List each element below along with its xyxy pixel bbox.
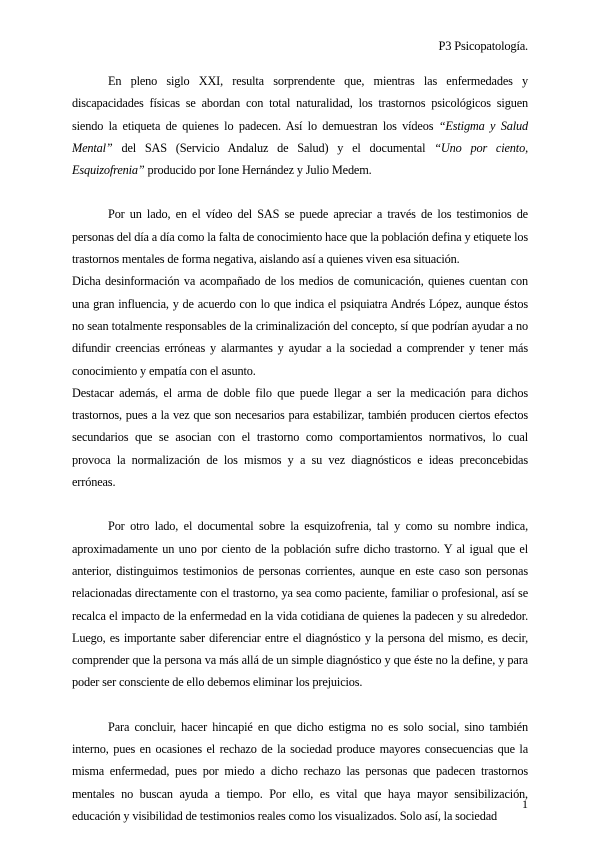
document-body xyxy=(72,70,528,827)
paragraph-sas-video: Por un lado, en el vídeo del SAS se puede apreciar a través de los testimonios de personas del día a día como la falta de conocimiento hace que la población defina y etiquete los trastornos mentales de forma negativa, aislando así a quienes viven esa situación. xyxy=(72,207,528,267)
intro-text-end: producido por Ione Hernández y Julio Medem. xyxy=(144,163,372,178)
page-header: P3 Psicopatología. xyxy=(438,39,528,53)
paragraph-media: Dicha desinformación va acompañado de los medios de comunicación, quienes cuentan con una gran influencia, y de acuerdo con lo que indica el psiquiatra Andrés López, aunque éstos no sean totalmente responsables de la criminalización del concepto, sí que podrían ayudar a no difundir creencias erróneas y alarmantes y ayudar a la sociedad a comprender y tener más conocimiento y empatía con el asunto. xyxy=(72,274,528,378)
paragraph-medication: Destacar además, el arma de doble filo que puede llegar a ser la medicación para dichos trastornos, pues a la vez que son necesarios para estabilizar, también producen ciertos efectos secundarios que se asocian con el trastorno como comportamientos normativos, lo cual provoca la normalización de los mismos y a su vez diagnósticos e ideas preconcebidas erróneas. xyxy=(72,385,528,490)
paragraph-documentary: Por otro lado, el documental sobre la esquizofrenia, tal y como su nombre indica, aproximadamente un uno por ciento de la población sufre dicho trastorno. Y al igual que el anterior, distinguimos testimonios de personas corrientes, aunque en este caso son personas relacionadas directamente con el trastorno, ya sea como paciente, familiar o profesional, así se recalca el impacto de la enfermedad en la vida cotidiana de quienes la padecen y su alrededor. Luego, es importante saber diferenciar entre el diagnóstico y la persona del mismo, es decir, comprender que la persona va más allá de un simple diagnóstico y que éste no la define, y para poder ser consciente de ello debemos eliminar los prejuicios. xyxy=(72,519,528,690)
paragraph-conclusion: Para concluir, hacer hincapié en que dicho estigma no es solo social, sino también interno, pues en ocasiones el rechazo de la sociedad produce mayores consecuencias que la misma enfermedad, pues por miedo a dicho rechazo las personas que padecen trastornos mentales no buscan ayuda a tiempo. Por ello, es vital que haya mayor sensibilización, educación y visibilidad de testimonios reales como los visualizados. Solo así, la sociedad xyxy=(72,719,528,823)
intro-text-start: En pleno siglo XXI, resulta sorprendente que, mientras las enfermedades y discapacidades físicas se abordan con total naturalidad, los trastornos psicológicos siguen siendo la etiqueta de quienes lo padecen. Así lo demuestran los vídeos xyxy=(72,74,528,133)
paragraph-intro xyxy=(72,70,528,181)
intro-text-middle: del SAS (Servicio Andaluz de Salud) y el documental xyxy=(112,140,435,155)
documentary-title: “Uno por ciento, Esquizofrenia” xyxy=(72,140,528,178)
page-number: 1 xyxy=(522,797,528,811)
video-title: “Estigma y Salud Mental” xyxy=(72,118,528,155)
